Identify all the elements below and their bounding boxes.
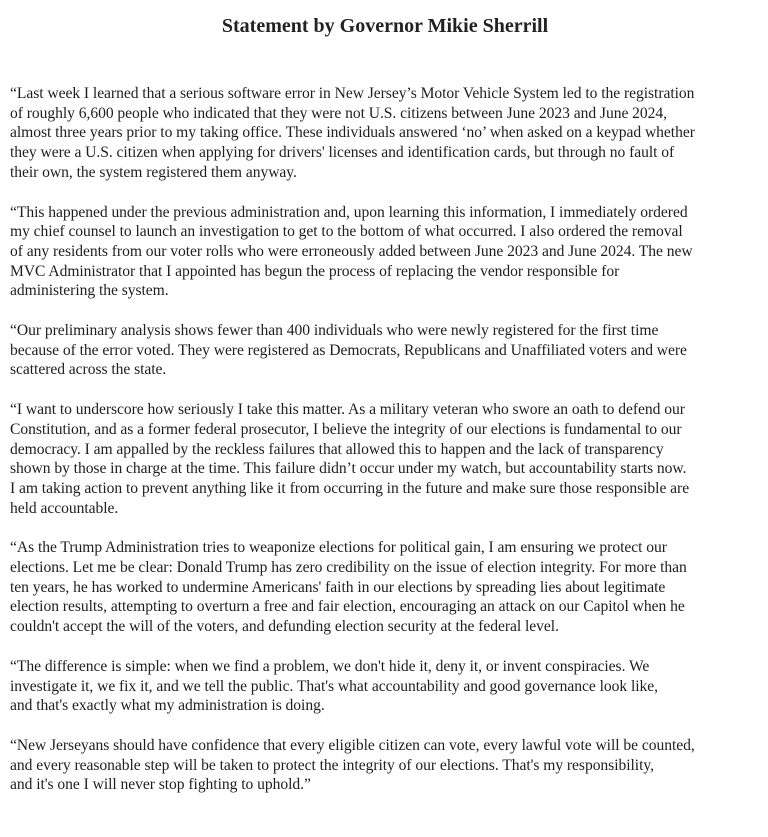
text-line: my chief counsel to launch an investigation to get to the bottom of what occurred. I also ordered the removal xyxy=(10,223,683,241)
text-line: elections. Let me be clear: Donald Trump has zero credibility on the issue of election integrity. For more than xyxy=(10,559,687,577)
paragraph-seriousness xyxy=(10,400,760,518)
text-line: almost three years prior to my taking office. These individuals answered ‘no’ when asked on a keypad whether xyxy=(10,124,695,142)
page-title: Statement by Governor Mikie Sherrill xyxy=(221,15,549,37)
text-line: and every reasonable step will be taken to protect the integrity of our elections. That's my responsibility, xyxy=(10,756,654,774)
text-line: scattered across the state. xyxy=(10,361,167,379)
text-line: held accountable. xyxy=(10,499,119,517)
text-line: of any residents from our voter rolls who were erroneously added between June 2023 and June 2024. The new xyxy=(10,242,693,260)
text-line: because of the error voted. They were registered as Democrats, Republicans and Unaffiliated voters and were xyxy=(10,341,687,359)
text-line: “Last week I learned that a serious software error in New Jersey’s Motor Vehicle System led to the registration xyxy=(10,85,695,102)
text-line: “New Jerseyans should have confidence that every eligible citizen can vote, every lawful vote will be counted, xyxy=(10,736,695,754)
text-line: election results, attempting to overturn a free and fair election, encouraging an attack on our Capitol when he xyxy=(10,598,685,616)
text-line: investigate it, we fix it, and we tell the public. That's what accountability and good governance look like, xyxy=(10,677,658,695)
text-line: and it's one I will never stop fighting to uphold.” xyxy=(10,776,311,794)
text-line: of roughly 6,600 people who indicated that they were not U.S. citizens between June 2023 and June 2024, xyxy=(10,104,667,122)
paragraph-confidence xyxy=(10,736,760,795)
text-line: they were a U.S. citizen when applying for drivers' licenses and identification cards, but through no fault of xyxy=(10,144,675,162)
text-line: MVC Administrator that I appointed has begun the process of replacing the vendor responsible for xyxy=(10,262,620,280)
text-line: democracy. I am appalled by the reckless failures that allowed this to happen and the lack of transparency xyxy=(10,440,664,458)
paragraph-investigation xyxy=(10,203,760,302)
text-line: shown by those in charge at the time. This failure didn’t occur under my watch, but accountability starts now. xyxy=(10,460,687,478)
text-line: Constitution, and as a former federal prosecutor, I believe the integrity of our elections is fundamental to our xyxy=(10,420,682,438)
text-line: “This happened under the previous administration and, upon learning this information, I immediately ordered xyxy=(10,203,688,221)
text-line: administering the system. xyxy=(10,282,169,300)
paragraph-trump-administration xyxy=(10,538,760,637)
text-line: ten years, he has worked to undermine Americans' faith in our elections by spreading lies about legitimate xyxy=(10,578,666,596)
text-line: couldn't accept the will of the voters, and defunding election security at the federal level. xyxy=(10,618,559,636)
text-line: and that's exactly what my administration is doing. xyxy=(10,697,325,715)
text-line: their own, the system registered them anyway. xyxy=(10,163,297,181)
text-line: “Our preliminary analysis shows fewer than 400 individuals who were newly registered for the first time xyxy=(10,322,659,340)
paragraph-software-error xyxy=(10,84,760,183)
paragraph-preliminary-analysis xyxy=(10,321,760,380)
text-line: “As the Trump Administration tries to weaponize elections for political gain, I am ensuring we protect our xyxy=(10,539,667,557)
text-line: “The difference is simple: when we find a problem, we don't hide it, deny it, or invent conspiracies. We xyxy=(10,657,650,675)
text-line: I am taking action to prevent anything like it from occurring in the future and make sure those responsible are xyxy=(10,479,690,497)
text-line: “I want to underscore how seriously I take this matter. As a military veteran who swore an oath to defend our xyxy=(10,401,685,419)
paragraph-difference xyxy=(10,657,760,716)
